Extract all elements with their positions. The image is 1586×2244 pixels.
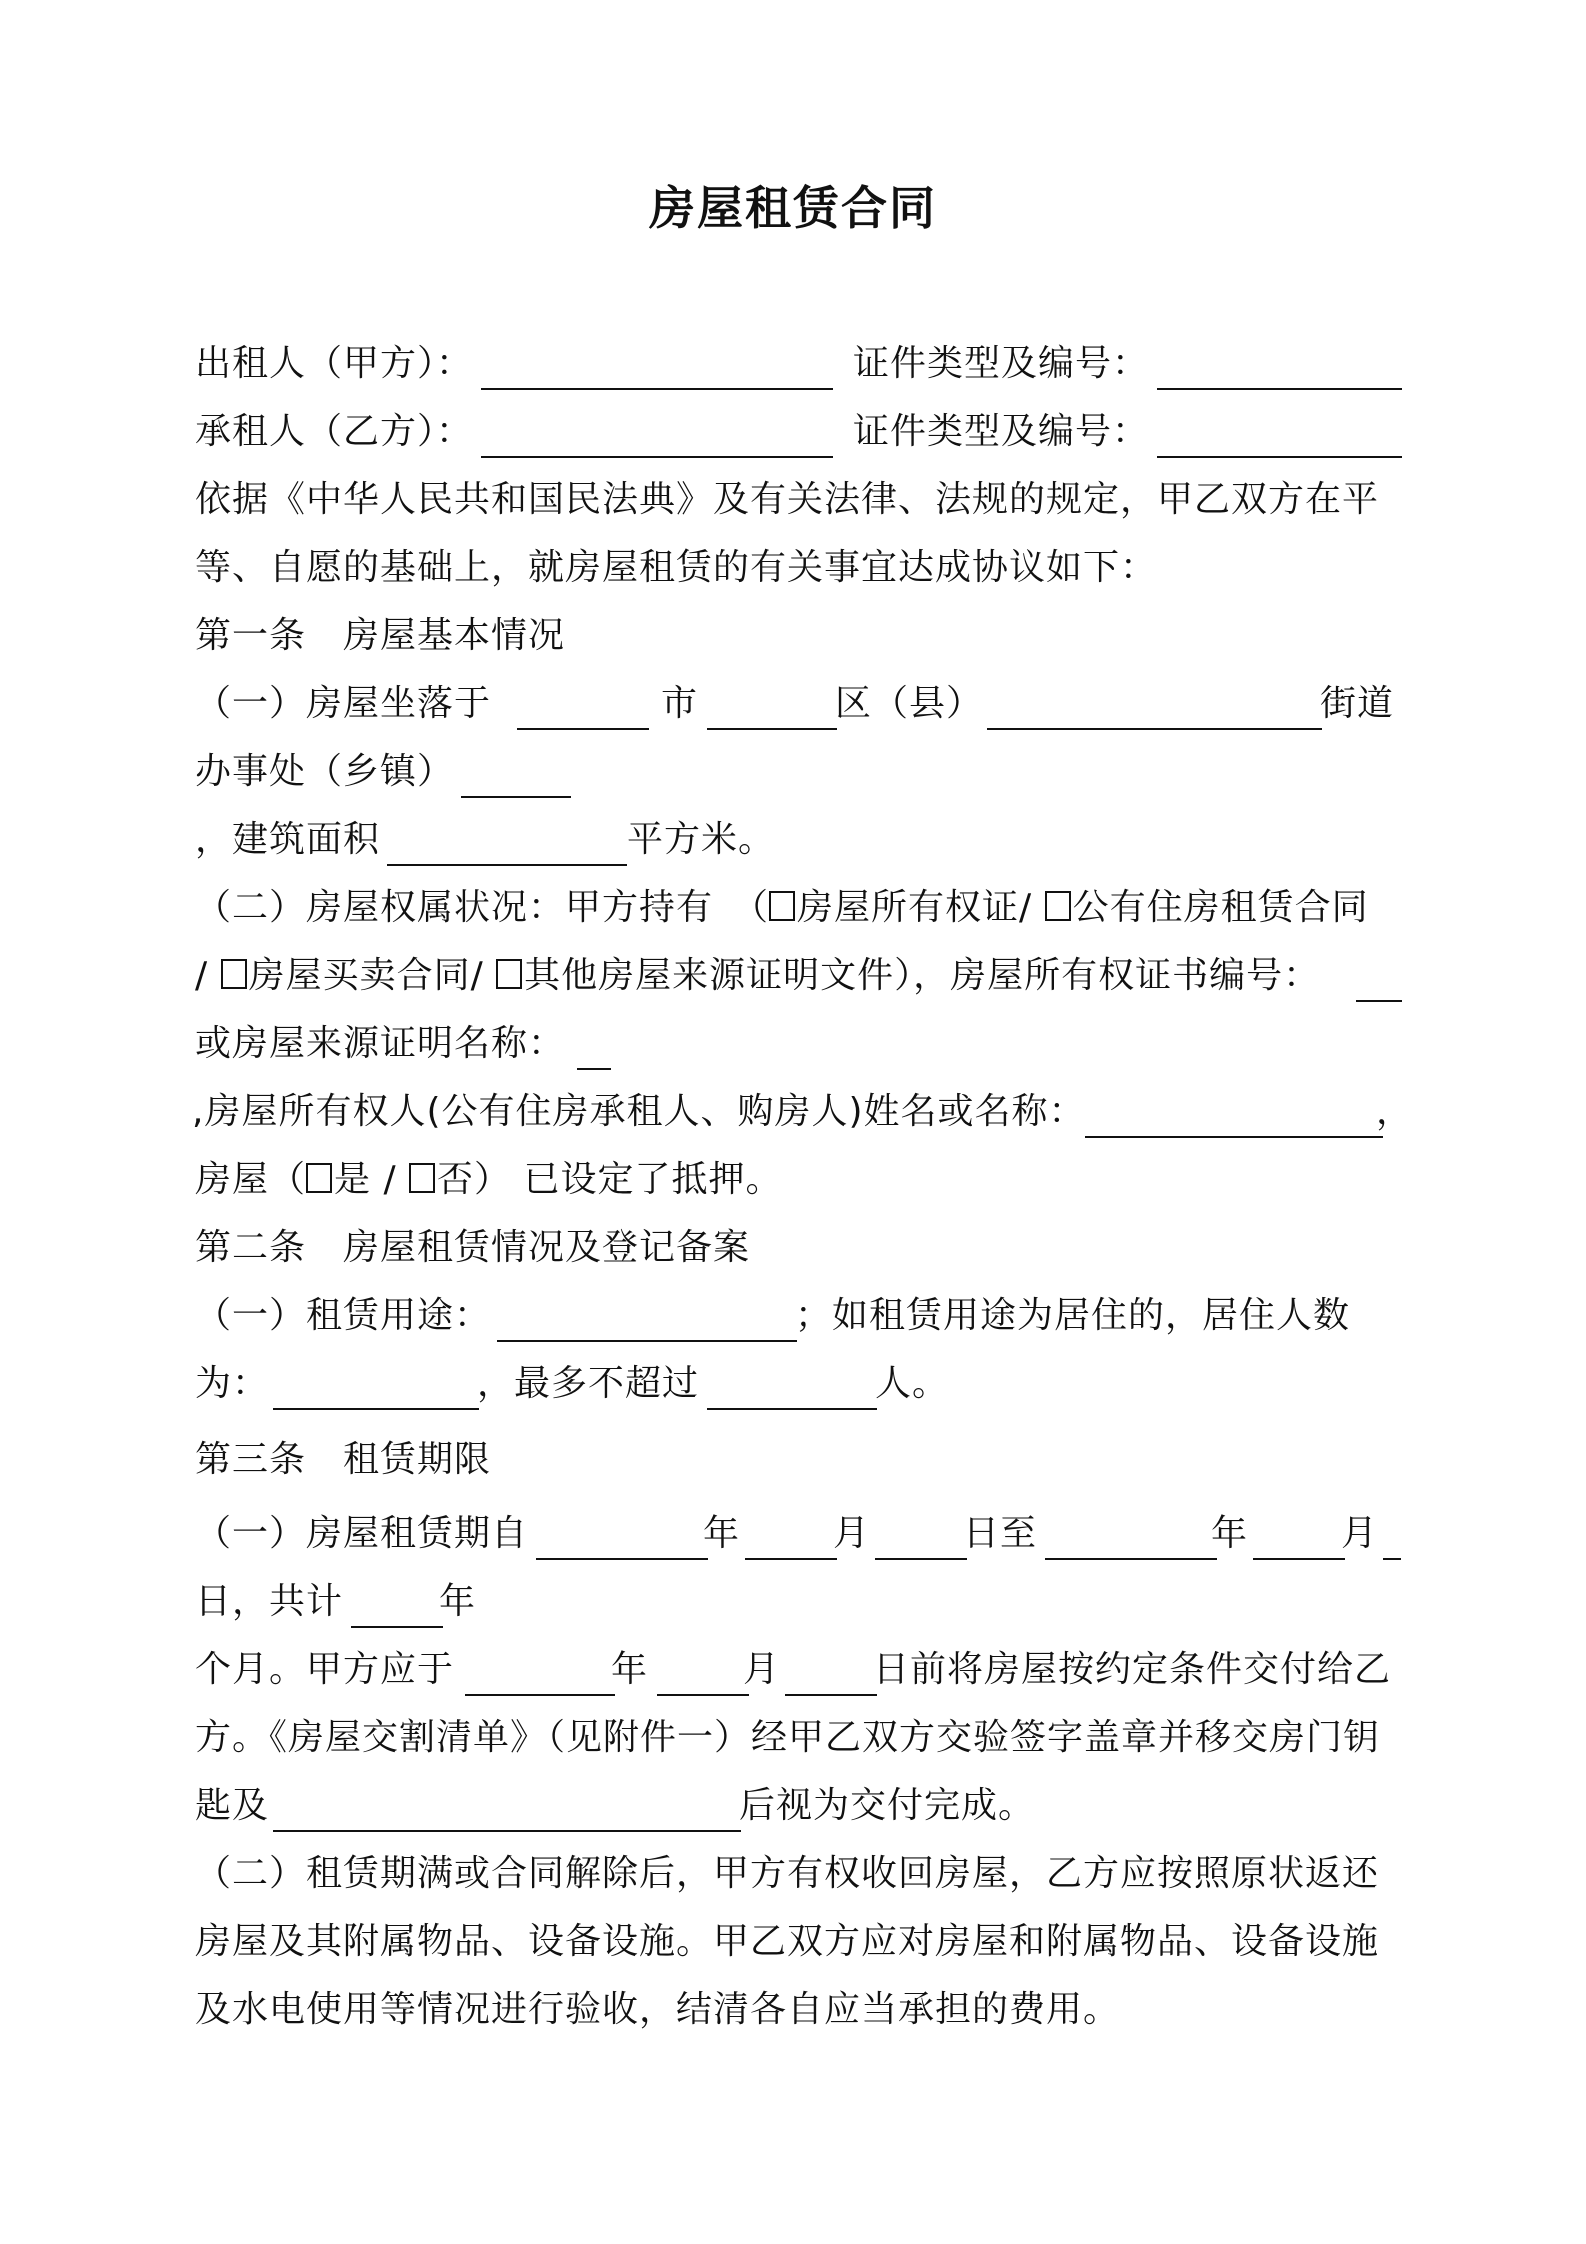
- lessee-id-label: 证件类型及编号：: [853, 411, 1150, 452]
- proof-name-field[interactable]: [577, 1026, 611, 1070]
- area-field[interactable]: [387, 822, 627, 866]
- keys-label: 匙及: [195, 1785, 270, 1826]
- city-label: 市: [661, 683, 699, 724]
- checkbox-mortgage-yes[interactable]: [306, 1163, 332, 1193]
- document-title: 房屋租赁合同: [649, 181, 937, 235]
- option-ownership-cert: 房屋所有权证/: [797, 887, 1045, 928]
- delivery-label: 个月。甲方应于: [195, 1649, 455, 1690]
- option-public-lease: 公有住房租赁合同: [1072, 887, 1369, 928]
- mortgage-line: [195, 1156, 783, 1204]
- street-field[interactable]: [987, 686, 1322, 730]
- term-total-label: 日，共计: [195, 1581, 344, 1622]
- mortgage-label: 房屋（: [195, 1159, 307, 1200]
- owner-name-comma: ，: [1376, 1091, 1414, 1132]
- article2-heading: 第二条 房屋租赁情况及登记备案: [195, 1227, 751, 1268]
- lessee-label: 承租人（乙方）：: [195, 411, 474, 452]
- district-field[interactable]: [707, 686, 837, 730]
- expiry-line-2: 房屋及其附属物品、设备设施。甲乙双方应对房屋和附属物品、设备设施: [195, 1921, 1380, 1962]
- start-day-label: 日至: [963, 1513, 1038, 1554]
- delivery-month-label: 月: [743, 1649, 781, 1690]
- end-month-field[interactable]: [1253, 1516, 1345, 1560]
- term-years-label: 年: [439, 1581, 477, 1622]
- start-year-field[interactable]: [536, 1516, 708, 1560]
- article1-item1-label: （一）房屋坐落于: [195, 683, 492, 724]
- delivery-text: 日前将房屋按约定条件交付给乙: [873, 1649, 1392, 1690]
- district-label: 区（县）: [835, 683, 984, 724]
- term-label: （一）房屋租赁期自: [195, 1513, 529, 1554]
- lessee-id-label-line: [853, 408, 1149, 456]
- ownership-slash: /: [195, 955, 221, 996]
- checkbox-mortgage-no[interactable]: [409, 1163, 435, 1193]
- end-month-label: 月: [1341, 1513, 1379, 1554]
- option-purchase-contract: 房屋买卖合同/: [248, 955, 497, 996]
- lessor-name-field[interactable]: [481, 346, 833, 390]
- checkbox-other-proof[interactable]: [496, 959, 522, 989]
- lessee-line: [195, 408, 473, 456]
- max-occupants-label: ，最多不超过: [477, 1363, 700, 1404]
- delivery-complete-text: 后视为交付完成。: [739, 1785, 1036, 1826]
- intro-line-2: 等、自愿的基础上，就房屋租赁的有关事宜达成协议如下：: [195, 547, 1158, 588]
- article3-heading: 第三条 租赁期限: [195, 1439, 492, 1480]
- owner-name-label: ,房屋所有权人(公有住房承租人、购房人)姓名或名称：: [192, 1091, 1086, 1132]
- start-day-field[interactable]: [875, 1516, 967, 1560]
- delivery-month-field[interactable]: [657, 1652, 749, 1696]
- keys-field[interactable]: [273, 1788, 741, 1832]
- lessor-line: [195, 340, 473, 388]
- delivery-day-field[interactable]: [785, 1652, 877, 1696]
- max-occupants-field[interactable]: [707, 1366, 877, 1410]
- article1-heading: 第一条 房屋基本情况: [195, 615, 566, 656]
- occupants-text: ；如租赁用途为居住的，居住人数: [795, 1295, 1351, 1336]
- township-field[interactable]: [461, 754, 571, 798]
- lessee-name-field[interactable]: [481, 414, 833, 458]
- delivery-year-field[interactable]: [465, 1652, 615, 1696]
- checkbox-ownership-cert[interactable]: [769, 891, 795, 921]
- start-month-label: 月: [833, 1513, 871, 1554]
- occupants-field[interactable]: [273, 1366, 479, 1410]
- handover-text: 方。《房屋交割清单》（见附件一）经甲乙双方交验签字盖章并移交房门钥: [195, 1717, 1381, 1758]
- option-mortgage-yes: 是 /: [334, 1159, 410, 1200]
- usage-field[interactable]: [497, 1298, 797, 1342]
- start-month-field[interactable]: [745, 1516, 837, 1560]
- start-year-label: 年: [703, 1513, 741, 1554]
- proof-name-label: 或房屋来源证明名称：: [195, 1023, 566, 1064]
- lessor-id-label-line: [853, 340, 1149, 388]
- ownership-intro: （二）房屋权属状况：甲方持有 （: [195, 887, 770, 928]
- owner-name-field[interactable]: [1085, 1094, 1383, 1138]
- expiry-line-1: （二）租赁期满或合同解除后，甲方有权收回房屋，乙方应按照原状返还: [195, 1853, 1380, 1894]
- checkbox-purchase-contract[interactable]: [221, 959, 247, 989]
- occupants-label: 为：: [195, 1363, 270, 1404]
- lessor-label: 出租人（甲方）：: [195, 343, 474, 384]
- occupants-unit: 人。: [875, 1363, 950, 1404]
- usage-label: （一）租赁用途：: [195, 1295, 492, 1336]
- end-day-field[interactable]: [1383, 1516, 1401, 1560]
- delivery-year-label: 年: [611, 1649, 649, 1690]
- township-label: 办事处（乡镇）: [195, 751, 455, 792]
- checkbox-public-lease[interactable]: [1045, 891, 1071, 921]
- lessee-id-field[interactable]: [1157, 414, 1402, 458]
- lessor-id-label: 证件类型及编号：: [853, 343, 1150, 384]
- certificate-number-field[interactable]: [1356, 958, 1402, 1002]
- area-unit: 平方米。: [627, 819, 776, 860]
- intro-line-1: 依据《中华人民共和国民法典》及有关法律、法规的规定，甲乙双方在平: [195, 479, 1380, 520]
- street-label: 街道: [1320, 683, 1395, 724]
- expiry-line-3: 及水电使用等情况进行验收，结清各自应当承担的费用。: [195, 1989, 1121, 2030]
- option-other-proof: 其他房屋来源证明文件），房屋所有权证书编号：: [524, 955, 1321, 996]
- end-year-label: 年: [1211, 1513, 1249, 1554]
- term-years-field[interactable]: [351, 1584, 443, 1628]
- option-mortgage-no: 否） 已设定了抵押。: [437, 1159, 783, 1200]
- city-field[interactable]: [517, 686, 649, 730]
- area-label: ，建筑面积: [195, 819, 381, 860]
- ownership-line-1: [195, 884, 1369, 932]
- end-year-field[interactable]: [1045, 1516, 1217, 1560]
- ownership-line-2: [195, 952, 1320, 1000]
- lessor-id-field[interactable]: [1157, 346, 1402, 390]
